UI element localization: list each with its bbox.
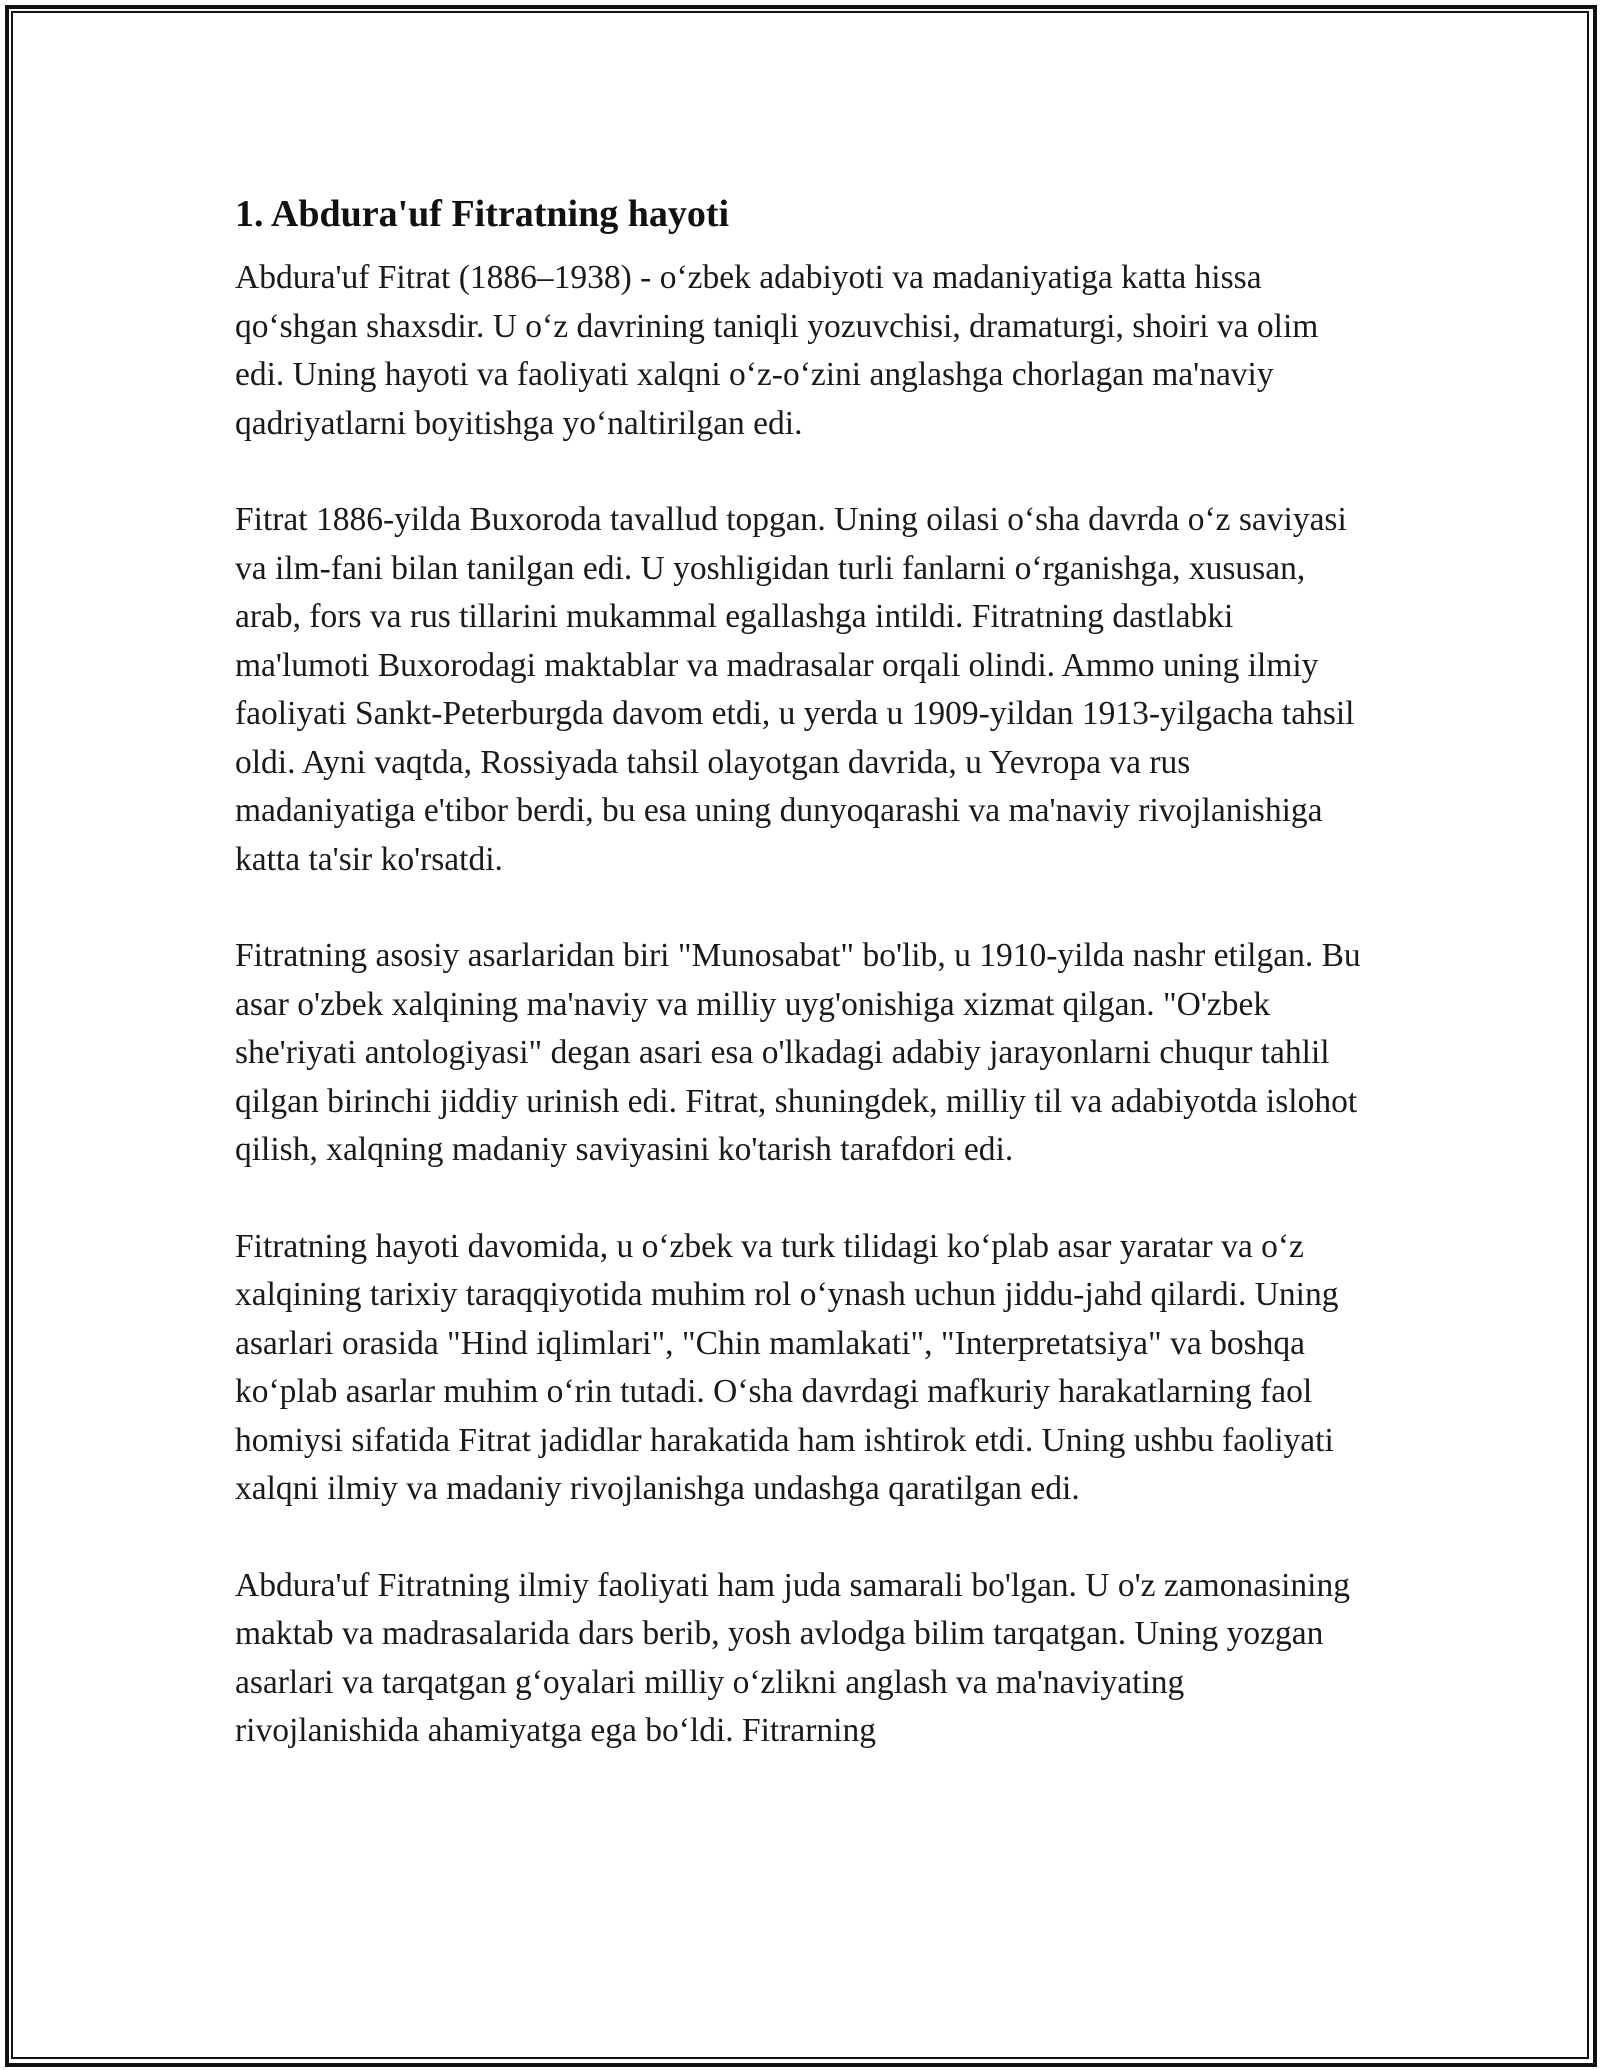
paragraph-major-works: Fitratning asosiy asarlaridan biri "Munosabat" bo'lib, u 1910-yilda nashr etilgan. Bu asar o'zbek xalqining ma'naviy va milliy uyg'onishiga xizmat qilgan. "O'zbek she'riyati antologiyasi" degan asari esa o'lkadagi adabiy jarayonlarni chuqur tahlil qilgan birinchi jiddiy urinish edi. Fitrat, shuningdek, milliy til va adabiyotda islohot qilish, xalqning madaniy saviyasini ko'tarish tarafdori edi.: [235, 937, 1361, 1168]
paragraph-intro: Abdura'uf Fitrat (1886–1938) - o‘zbek adabiyoti va madaniyatiga katta hissa qo‘shgan shaxsdir. U o‘z davrining taniqli yozuvchisi, dramaturgi, shoiri va olim edi. Uning hayoti va faoliyati xalqni o‘z-o‘zini anglashga chorlagan ma'naviy qadriyatlarni boyitishga yo‘naltirilgan edi.: [235, 259, 1319, 442]
paragraph-early-life: Fitrat 1886-yilda Buxoroda tavallud topgan. Uning oilasi o‘sha davrda o‘z saviyasi va ilm-fani bilan tanilgan edi. U yoshligidan turli fanlarni o‘rganishga, xususan, arab, fors va rus tillarini mukammal egallashga intildi. Fitratning dastlabki ma'lumoti Buxorodagi maktablar va madrasalar orqali olindi. Ammo uning ilmiy faoliyati Sankt-Peterburgda davom etdi, u yerda u 1909-yildan 1913-yilgacha tahsil oldi. Ayni vaqtda, Rossiyada tahsil olayotgan davrida, u Yevropa va rus madaniyatiga e'tibor berdi, bu esa uning dunyoqarashi va ma'naviy rivojlanishiga katta ta'sir ko'rsatdi.: [235, 501, 1355, 878]
document-body: [235, 186, 1375, 1804]
page-title: 1. Abdura'uf Fitratning hayoti: [235, 193, 730, 235]
paragraph-scholarly-work: Abdura'uf Fitratning ilmiy faoliyati ham juda samarali bo'lgan. U o'z zamonasining maktab va madrasalarida dars berib, yosh avlodga bilim tarqatgan. Uning yozgan asarlari va tarqatgan g‘oyalari milliy o‘zlikni anglash va ma'naviyating rivojlanishida ahamiyatga ega bo‘ldi. Fitrarning: [235, 1566, 1350, 1749]
paragraph-activities: Fitratning hayoti davomida, u o‘zbek va turk tilidagi ko‘plab asar yaratar va o‘z xalqining tarixiy taraqqiyotida muhim rol o‘ynash uchun jiddu-jahd qilardi. Uning asarlari orasida "Hind iqlimlari", "Chin mamlakati", "Interpretatsiya" va boshqa ko‘plab asarlar muhim o‘rin tutadi. O‘sha davrdagi mafkuriy harakatlarning faol homiysi sifatida Fitrat jadidlar harakatida ham ishtirok etdi. Uning ushbu faoliyati xalqni ilmiy va madaniy rivojlanishga undashga qaratilgan edi.: [235, 1227, 1339, 1507]
